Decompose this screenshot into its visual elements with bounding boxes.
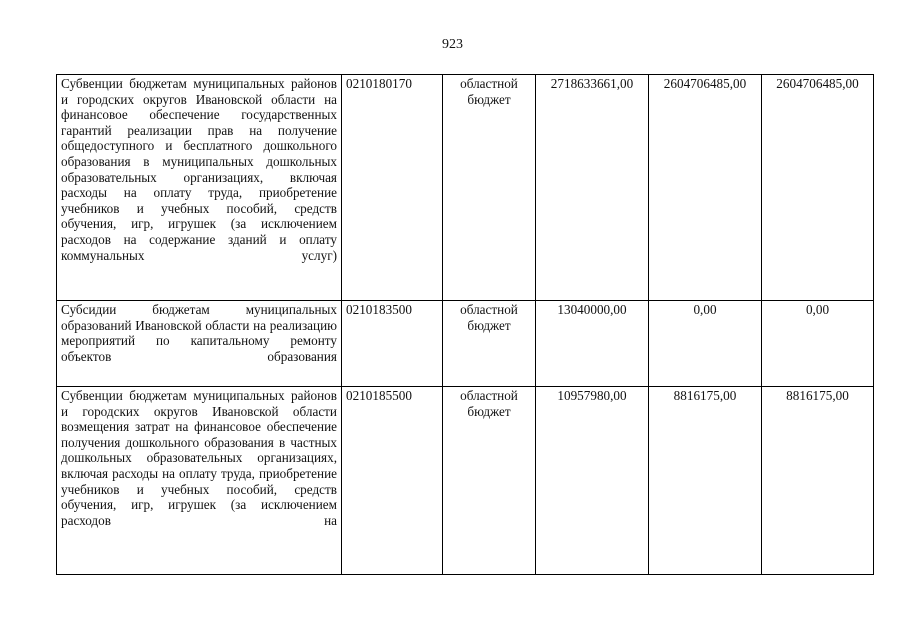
row-amount-2: 8816175,00 [649,387,762,575]
page-number: 923 [442,37,463,52]
budget-table [56,74,874,575]
row-amount-2: 2604706485,00 [649,75,762,301]
row-funding-source: областной бюджет [443,75,536,301]
row-amount-3: 8816175,00 [762,387,874,575]
row-funding-source: областной бюджет [443,301,536,387]
table-row [57,75,874,301]
row-amount-3: 2604706485,00 [762,75,874,301]
row-description: Субсидии бюджетам муниципальных образований Ивановской области на реализацию мероприятий по капитальному ремонту объектов образования [57,301,342,387]
row-amount-1: 2718633661,00 [536,75,649,301]
row-amount-3: 0,00 [762,301,874,387]
row-description: Субвенции бюджетам муниципальных районов и городских округов Ивановской области возмещения затрат на финансовое обеспечение получения дошкольного образования в частных дошкольных образовательных организациях, включая расходы на оплату труда, приобретение учебников и учебных пособий, средств обучения, игр, игрушек (за исключением расходов на [57,387,342,575]
row-amount-1: 13040000,00 [536,301,649,387]
row-code: 0210185500 [342,387,443,575]
row-amount-2: 0,00 [649,301,762,387]
row-amount-1: 10957980,00 [536,387,649,575]
table-row [57,387,874,575]
row-description: Субвенции бюджетам муниципальных районов и городских округов Ивановской области на финансовое обеспечение государственных гарантий реализации прав на получение общедоступного и бесплатного дошкольного образования в муниципальных дошкольных образовательных организациях, включая расходы на оплату труда, приобретение учебников и учебных пособий, средств обучения, игр, игрушек (за исключением расходов на содержание зданий и оплату коммунальных услуг) [57,75,342,301]
row-code: 0210180170 [342,75,443,301]
row-funding-source: областной бюджет [443,387,536,575]
table-row [57,301,874,387]
row-code: 0210183500 [342,301,443,387]
